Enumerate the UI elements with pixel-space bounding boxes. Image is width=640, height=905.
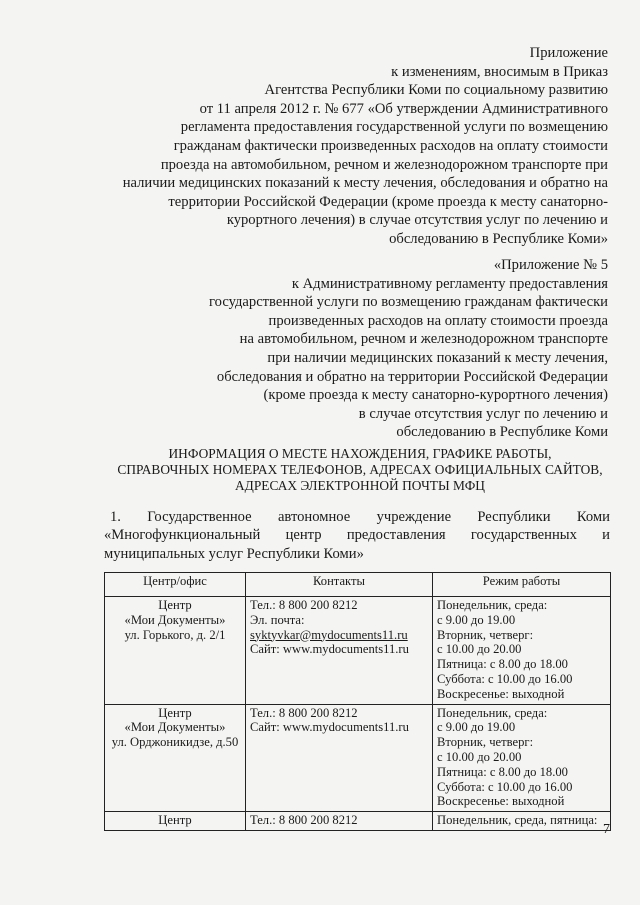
contacts-cell (246, 704, 433, 812)
heading-line: СПРАВОЧНЫХ НОМЕРАХ ТЕЛЕФОНОВ, АДРЕСАХ ОФИЦИАЛЬНЫХ САЙТОВ, (117, 462, 603, 477)
appendix5-line: государственной услуги по возмещению гражданам фактически (209, 294, 608, 311)
appendix-line: курортного лечения) в случае отсутствия услуг по лечению и (226, 212, 608, 229)
page-number: 7 (603, 822, 610, 837)
office-line: ул. Орджоникидзе, д.50 (111, 735, 239, 750)
appendix5-line: (кроме проезда к месту санаторно-курортного лечения) (263, 387, 608, 404)
paragraph-word: автономное (277, 509, 351, 525)
appendix5-line: произведенных расходов на оплату стоимости проезда (268, 312, 608, 329)
appendix-line: Агентства Республики Коми по социальному развитию (264, 82, 608, 99)
paragraph-word: Коми (576, 509, 610, 525)
appendix-line: гражданам фактически произведенных расходов на оплату стоимости (173, 137, 608, 154)
mfc-info-table (104, 572, 611, 831)
office-cell (105, 597, 246, 705)
paragraph-word: предоставления (346, 527, 446, 544)
institution-paragraph (104, 508, 610, 563)
paragraph-word: «Многофункциональный (104, 527, 261, 544)
schedule-line: Понедельник, среда: (437, 598, 548, 612)
appendix5-line: на автомобильном, речном и железнодорожном транспорте (239, 331, 608, 348)
phone-text: Тел.: 8 800 200 8212 (250, 813, 358, 828)
paragraph-word: и (602, 527, 610, 544)
website-text: Сайт: www.mydocuments11.ru (250, 720, 409, 735)
appendix-header (123, 44, 608, 249)
appendix5-line: обследования и обратно на территории Российской Федерации (216, 368, 608, 385)
schedule-line: Вторник, четверг: (437, 735, 534, 750)
appendix-line: к изменениям, вносимым в Приказ (391, 63, 608, 80)
appendix5-line: при наличии медицинских показаний к месту лечения, (267, 349, 608, 366)
phone-text: Тел.: 8 800 200 8212 (250, 598, 358, 612)
office-line: «Мои Документы» (124, 720, 226, 735)
appendix5-line: «Приложение № 5 (493, 257, 608, 273)
appendix5-header (209, 256, 608, 442)
paragraph-line-1 (110, 508, 610, 526)
paragraph-word: центр (285, 527, 322, 544)
paragraph-word: Республики (477, 509, 551, 525)
office-line: Центр (158, 705, 192, 720)
table-row (105, 704, 611, 812)
schedule-line: Воскресенье: выходной (437, 794, 565, 809)
table-row (105, 812, 611, 831)
heading-line: ИНФОРМАЦИЯ О МЕСТЕ НАХОЖДЕНИЯ, ГРАФИКЕ РАБОТЫ, (168, 446, 552, 461)
contacts-cell (246, 597, 433, 705)
paragraph-line-2 (104, 526, 610, 544)
schedule-line: Вторник, четверг: (437, 627, 534, 642)
appendix5-line: в случае отсутствия услуг по лечению и (358, 405, 608, 422)
appendix-line: территории Российской Федерации (кроме проезда к месту санаторно- (168, 193, 608, 210)
schedule-line: Понедельник, среда, пятница: (437, 813, 598, 828)
schedule-line: Суббота: с 10.00 до 16.00 (437, 779, 573, 794)
column-header-office: Центр/офис (105, 573, 246, 597)
email-link[interactable]: syktyvkar@mydocuments11.ru (250, 627, 408, 642)
appendix-line: регламента предоставления государственной услуги по возмещению (180, 119, 608, 136)
section-heading (90, 446, 630, 494)
schedule-line: Понедельник, среда: (437, 705, 548, 720)
office-cell (105, 812, 246, 831)
schedule-line: с 9.00 до 19.00 (437, 612, 516, 627)
office-line: Центр (158, 813, 192, 828)
schedule-line: Воскресенье: выходной (437, 686, 565, 701)
schedule-line: Пятница: с 8.00 до 18.00 (437, 657, 568, 672)
paragraph-word: Государственное (147, 509, 252, 525)
heading-line: АДРЕСАХ ЭЛЕКТРОННОЙ ПОЧТЫ МФЦ (235, 478, 485, 493)
table-header-row (105, 573, 611, 597)
appendix-line: от 11 апреля 2012 г. № 677 «Об утверждении Административного (199, 100, 608, 117)
schedule-line: Пятница: с 8.00 до 18.00 (437, 764, 568, 779)
schedule-line: с 9.00 до 19.00 (437, 720, 516, 735)
office-line: Центр (158, 598, 192, 612)
paragraph-line-3: муниципальных услуг Республики Коми» (104, 545, 364, 562)
office-line: «Мои Документы» (124, 612, 226, 627)
contacts-cell (246, 812, 433, 831)
website-text: Сайт: www.mydocuments11.ru (250, 642, 409, 657)
schedule-cell (433, 704, 611, 812)
column-header-schedule: Режим работы (433, 573, 611, 597)
email-label: Эл. почта: (250, 612, 305, 627)
schedule-line: с 10.00 до 20.00 (437, 749, 522, 764)
appendix-line: обследованию в Республике Коми» (389, 230, 608, 247)
paragraph-word: 1. (110, 509, 121, 525)
appendix5-line: обследованию в Республике Коми (396, 424, 608, 441)
schedule-cell (433, 597, 611, 705)
schedule-line: Суббота: с 10.00 до 16.00 (437, 671, 573, 686)
appendix5-line: к Административному регламенту предоставления (291, 275, 608, 292)
office-line: ул. Горького, д. 2/1 (124, 627, 226, 642)
schedule-cell (433, 812, 611, 831)
appendix-line: Приложение (529, 45, 608, 61)
appendix-line: проезда на автомобильном, речном и железнодорожном транспорте при (160, 156, 608, 173)
paragraph-word: учреждение (376, 509, 452, 525)
table-row (105, 597, 611, 705)
appendix-line: наличии медицинских показаний к месту лечения, обследования и обратно на (122, 175, 608, 192)
schedule-line: с 10.00 до 20.00 (437, 642, 522, 657)
paragraph-word: государственных (470, 527, 577, 544)
office-cell (105, 704, 246, 812)
column-header-contacts: Контакты (246, 573, 433, 597)
phone-text: Тел.: 8 800 200 8212 (250, 705, 358, 720)
